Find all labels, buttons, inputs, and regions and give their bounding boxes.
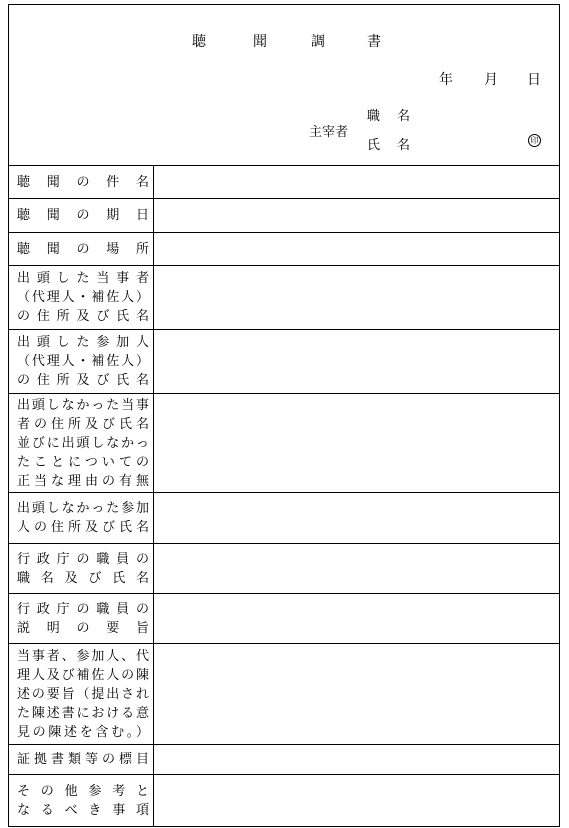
record-row: [9, 544, 559, 594]
row-label: [17, 173, 149, 192]
row-value-cell: [154, 233, 559, 265]
row-label-line: 行政庁の職員の: [17, 601, 149, 617]
row-label-cell: [9, 775, 154, 827]
row-label-line: 職名及び氏名: [17, 570, 149, 586]
form-title-char-4: 書: [367, 34, 381, 50]
row-label-line: 出頭した参加人: [17, 335, 149, 350]
hearing-record-form: [8, 4, 560, 827]
row-label-cell: [9, 745, 154, 774]
record-row: [9, 166, 559, 199]
seal-mark: 印: [528, 134, 541, 147]
record-row: [9, 775, 559, 827]
row-value-cell: [154, 544, 559, 593]
row-value-cell: [154, 199, 559, 232]
record-row: [9, 644, 559, 745]
row-label-cell: [9, 199, 154, 232]
row-label: [17, 333, 149, 390]
name-label-char-1: 氏: [367, 138, 381, 153]
row-value-cell: [154, 745, 559, 774]
row-label-cell: [9, 493, 154, 543]
row-label-cell: [9, 394, 154, 492]
record-row: [9, 233, 559, 266]
row-label: [17, 600, 149, 638]
position-label-char-1: 職: [367, 109, 381, 124]
row-label-line: 行政庁の職員の: [17, 551, 149, 567]
row-label: [17, 269, 149, 326]
row-value-cell: [154, 394, 559, 492]
row-label-line: 人の住所及び氏名: [17, 520, 149, 535]
date-year-label: 年: [439, 72, 453, 88]
row-label-line: たことについての: [17, 454, 149, 470]
row-label-line: 出頭した当事者: [17, 271, 149, 286]
row-label-line: その他参考と: [17, 784, 149, 799]
name-label-char-2: 名: [397, 138, 411, 153]
record-row: [9, 594, 559, 644]
record-row: [9, 199, 559, 233]
row-value-cell: [154, 330, 559, 393]
row-label-line: 者の住所及び氏名: [17, 416, 149, 432]
row-label-line: 出頭しなかった当事: [17, 397, 149, 413]
row-label-cell: [9, 594, 154, 643]
row-label-line: （代理人・補佐人）: [17, 290, 149, 305]
record-row: [9, 745, 559, 775]
row-label: [17, 206, 149, 225]
row-label-line: 証拠書類等の標目: [17, 752, 149, 767]
row-label-line: 出頭しなかった参加: [17, 501, 149, 516]
row-value-cell: [154, 775, 559, 827]
date-day-label: 日: [527, 72, 541, 88]
row-label-line: 聴 聞 の 件 名: [17, 174, 149, 190]
row-label-line: （代理人・補佐人）: [17, 354, 149, 369]
row-label-line: なるべき事項: [17, 803, 149, 818]
row-label: [17, 550, 149, 588]
date-month-label: 月: [484, 72, 498, 88]
row-label-line: 正当な理由の有無: [17, 473, 149, 489]
form-header: [9, 5, 559, 166]
row-label: [17, 647, 149, 742]
form-title-char-2: 聞: [253, 34, 267, 50]
row-label: [17, 750, 149, 769]
row-label-cell: [9, 544, 154, 593]
row-label-line: 聴 聞 の 場 所: [17, 241, 149, 257]
row-label: [17, 396, 149, 491]
row-label-line: 当事者、参加人、代: [17, 648, 149, 664]
row-label-cell: [9, 233, 154, 265]
row-label-line: の住所及び氏名: [17, 309, 149, 324]
row-label-cell: [9, 330, 154, 393]
row-value-cell: [154, 166, 559, 198]
row-value-cell: [154, 594, 559, 643]
record-row: [9, 493, 559, 544]
row-label-line: 並びに出頭しなかっ: [17, 435, 149, 451]
record-row: [9, 330, 559, 394]
row-value-cell: [154, 266, 559, 329]
row-label-line: 見の陳述を含む。）: [17, 724, 149, 740]
row-label: [17, 782, 149, 820]
form-title-char-1: 聴: [192, 34, 206, 50]
row-label-cell: [9, 644, 154, 744]
row-label-line: 理人及び補佐人の陳: [17, 667, 149, 683]
row-label-cell: [9, 166, 154, 198]
record-row: [9, 266, 559, 330]
row-label-line: た陳述書における意: [17, 705, 149, 721]
presider-label: 主宰者: [309, 125, 349, 140]
position-label-char-2: 名: [397, 109, 411, 124]
row-label-line: の住所及び氏名: [17, 373, 149, 388]
row-label: [17, 240, 149, 259]
record-row: [9, 394, 559, 493]
row-label-line: 述の要旨（提出され: [17, 686, 149, 702]
row-value-cell: [154, 493, 559, 543]
row-label-cell: [9, 266, 154, 329]
row-value-cell: [154, 644, 559, 744]
form-title-char-3: 調: [311, 34, 325, 50]
row-label-line: 聴 聞 の 期 日: [17, 208, 149, 223]
row-label-line: 説明の要旨: [17, 620, 149, 636]
row-label: [17, 499, 149, 537]
